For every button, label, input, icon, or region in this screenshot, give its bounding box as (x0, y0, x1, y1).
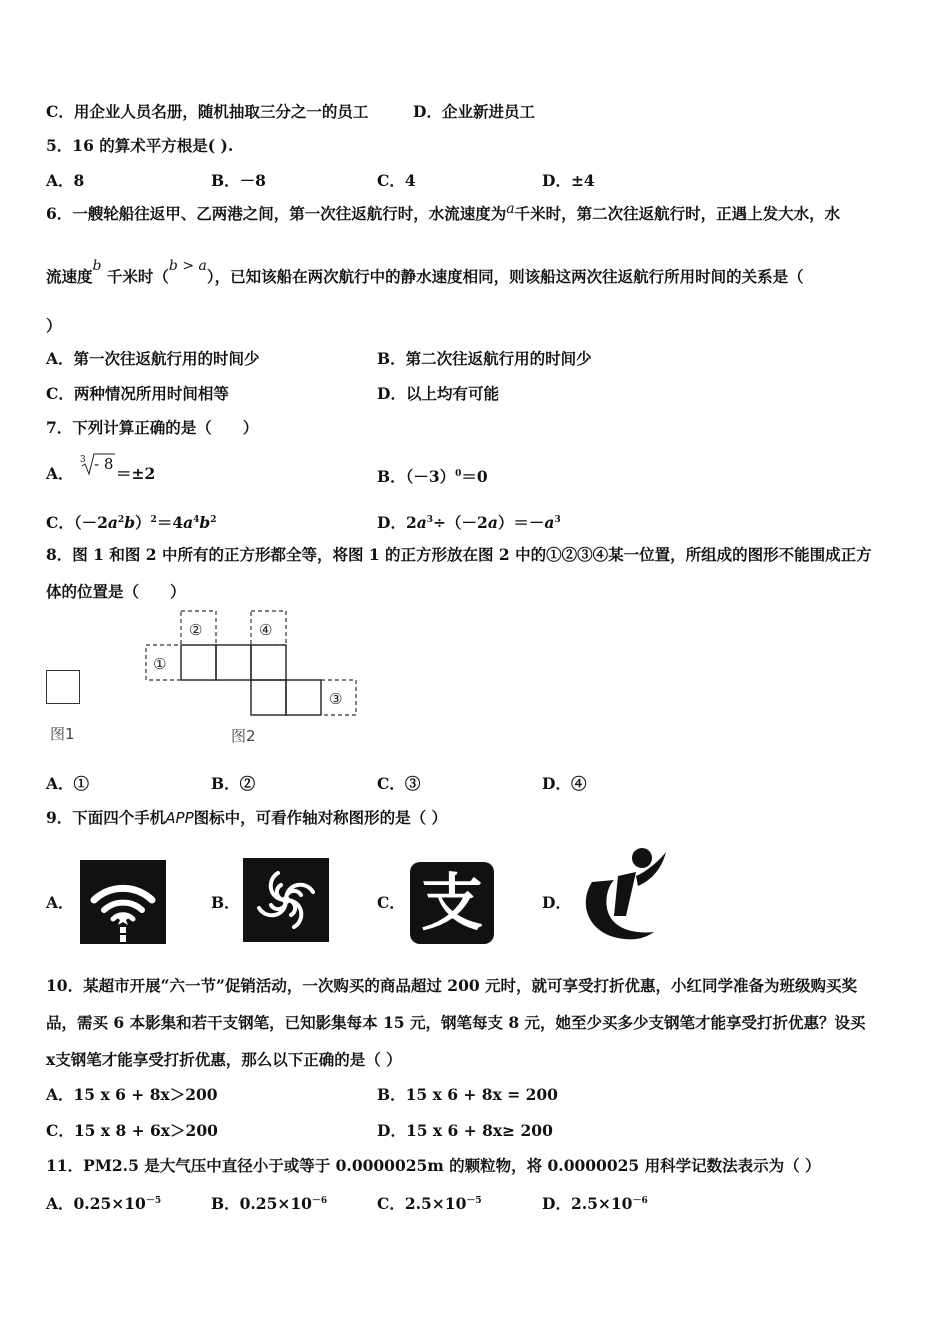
q7-c-exp: 2 (150, 515, 157, 525)
q5-option-a: A．8 (46, 171, 85, 190)
q7-option-c (46, 510, 217, 533)
q10-option-b: B．15 x 6 + 8x = 200 (377, 1085, 558, 1104)
q6-line2-end: ），已知该船在两次航行中的静水速度相同，则该船这两次往返航行所用时间的关系是（ (206, 267, 804, 286)
q11-option-a (46, 1191, 161, 1214)
q4-option-d: D．企业新进员工 (413, 102, 535, 121)
q7-radicand: - 8 (94, 455, 114, 473)
swirl-icon (243, 858, 329, 942)
q7-c-r-a-exp: 4 (193, 515, 200, 525)
q5-option-b: B．－8 (211, 171, 266, 190)
q8-line2: 体的位置是（ ） (46, 582, 186, 601)
q7-root-index: 3 (80, 455, 86, 465)
q8-option-b: B．② (211, 774, 256, 793)
q11-d-text: D．2.5×10 (542, 1194, 633, 1213)
q7-c-r-a: a (183, 513, 194, 532)
q7-c-r-b: b (199, 513, 211, 532)
q9-option-a-label: A． (46, 893, 74, 912)
q8-option-a: A．① (46, 774, 90, 793)
q8-option-d: D．④ (542, 774, 587, 793)
q10-line3: x支钢笔才能享受打折优惠，那么以下正确的是（ ） (46, 1050, 402, 1069)
q7-c-b: b (124, 513, 136, 532)
q6-line2-start: 流速度 (46, 267, 93, 286)
q7-c-eq: ＝4 (156, 513, 184, 532)
q4-option-c: C．用企业人员名册，随机抽取三分之一的员工 (46, 102, 369, 121)
person-logo-icon (578, 846, 670, 946)
q11-option-b (211, 1191, 327, 1214)
q7-d-a-exp: 3 (426, 515, 434, 525)
q7-c-r-b-exp: 2 (210, 515, 217, 525)
alipay-icon: 支 (410, 862, 494, 944)
q5-stem: 5．16 的算术平方根是( ). (46, 136, 234, 155)
q7-b-rhs: ＝0 (461, 467, 488, 486)
figure2-label: 图2 (231, 727, 256, 745)
q9-app: APP (165, 809, 194, 827)
q7-c-pre: C．（－2 (46, 513, 108, 532)
q7-b-exp: 0 (455, 469, 462, 479)
position-3-label: ③ (329, 690, 343, 708)
q7-d-a: a (416, 513, 427, 532)
q11-stem: 11．PM2.5 是大气压中直径小于或等于 0.0000025m 的颗粒物，将 0.0000025 用科学记数法表示为（ ） (46, 1156, 821, 1175)
figure1-square (46, 670, 80, 704)
q11-d-exp: －6 (632, 1196, 648, 1206)
q5-option-c: C．4 (377, 171, 416, 190)
q11-c-exp: －5 (466, 1196, 482, 1206)
q10-option-d: D．15 x 6 + 8x≥ 200 (377, 1121, 553, 1140)
q7-option-a (46, 464, 74, 484)
q11-option-d (542, 1191, 648, 1214)
q9-stem-pre: 9．下面四个手机 (46, 808, 166, 827)
q7-option-b (377, 464, 488, 487)
q7-d-pre: D．2 (377, 513, 417, 532)
q7-a-label: A． (46, 464, 74, 483)
q6-line1-end: 千米时，第二次往返航行时，正遇上发大水，水 (514, 204, 841, 223)
q11-a-exp: －5 (145, 1196, 162, 1206)
q7-c-a-exp: 2 (117, 515, 125, 525)
q6-var-a: a (506, 201, 515, 217)
q7-d-mid2: ）＝－ (497, 513, 545, 532)
q7-option-a-rhs: ＝±2 (116, 464, 156, 483)
q6-option-c: C．两种情况所用时间相等 (46, 384, 229, 403)
q7-d-a2: a (487, 513, 498, 532)
q7-d-mid: ÷（－2 (433, 513, 488, 532)
q7-d-a3-exp: 3 (554, 515, 561, 525)
q9-option-b-label: B． (211, 893, 240, 912)
q6-var-b: b (92, 258, 102, 274)
q6-condition: b > a (168, 258, 207, 274)
q6-option-b: B．第二次往返航行用的时间少 (377, 349, 592, 368)
q6-option-d: D．以上均有可能 (377, 384, 499, 403)
q11-a-text: A．0.25×10 (46, 1194, 146, 1213)
q6-line3: ） (46, 316, 62, 335)
q6-line2-mid: 千米时（ (106, 267, 169, 286)
q8-line1: 8．图 1 和图 2 中所有的正方形都全等，将图 1 的正方形放在图 2 中的①②③④某一位置，所组成的图形不能围成正方 (46, 545, 872, 564)
q9-option-c-label: C． (377, 893, 405, 912)
q9-stem-post: 图标中，可看作轴对称图形的是（ ） (193, 808, 448, 827)
q7-c-close: ） (135, 513, 151, 532)
q11-b-text: B．0.25×10 (211, 1194, 312, 1213)
q7-d-a3: a (544, 513, 555, 532)
position-4-label: ④ (259, 621, 273, 639)
q9-option-d-label: D． (542, 893, 571, 912)
q10-line1: 10．某超市开展“六一节”促销活动，一次购买的商品超过 200 元时，就可享受打折优惠，小红同学准备为班级购买奖 (46, 976, 858, 995)
q11-b-exp: －6 (311, 1196, 328, 1206)
q6-option-a: A．第一次往返航行用的时间少 (46, 349, 260, 368)
q7-stem: 7．下列计算正确的是（ ） (46, 418, 259, 437)
q7-c-a: a (107, 513, 118, 532)
q10-option-c: C．15 x 8 + 6x＞200 (46, 1121, 218, 1140)
q10-option-a: A．15 x 6 + 8x＞200 (46, 1085, 218, 1104)
q11-c-text: C．2.5×10 (377, 1194, 467, 1213)
q9-stem (46, 808, 447, 828)
q8-option-c: C．③ (377, 774, 421, 793)
q5-option-d: D．±4 (542, 171, 595, 190)
q6-line2 (46, 258, 804, 288)
q6-line1 (46, 201, 841, 225)
q7-option-d (377, 510, 561, 533)
figure2-solid-squares (181, 645, 321, 715)
figure1-label: 图1 (50, 725, 75, 743)
q6-line1-text: 6．一艘轮船往返甲、乙两港之间，第一次往返航行时，水流速度为 (46, 204, 507, 223)
position-1-label: ① (153, 655, 167, 673)
q7-b-text: B．（－3） (377, 467, 456, 486)
position-2-label: ② (189, 621, 203, 639)
wifi-icon (80, 860, 166, 944)
q10-line2: 品，需买 6 本影集和若干支钢笔，已知影集每本 15 元，钢笔每支 8 元，她至少买多少支钢笔才能享受打折优惠？设买 (46, 1013, 866, 1032)
q11-option-c (377, 1191, 482, 1214)
